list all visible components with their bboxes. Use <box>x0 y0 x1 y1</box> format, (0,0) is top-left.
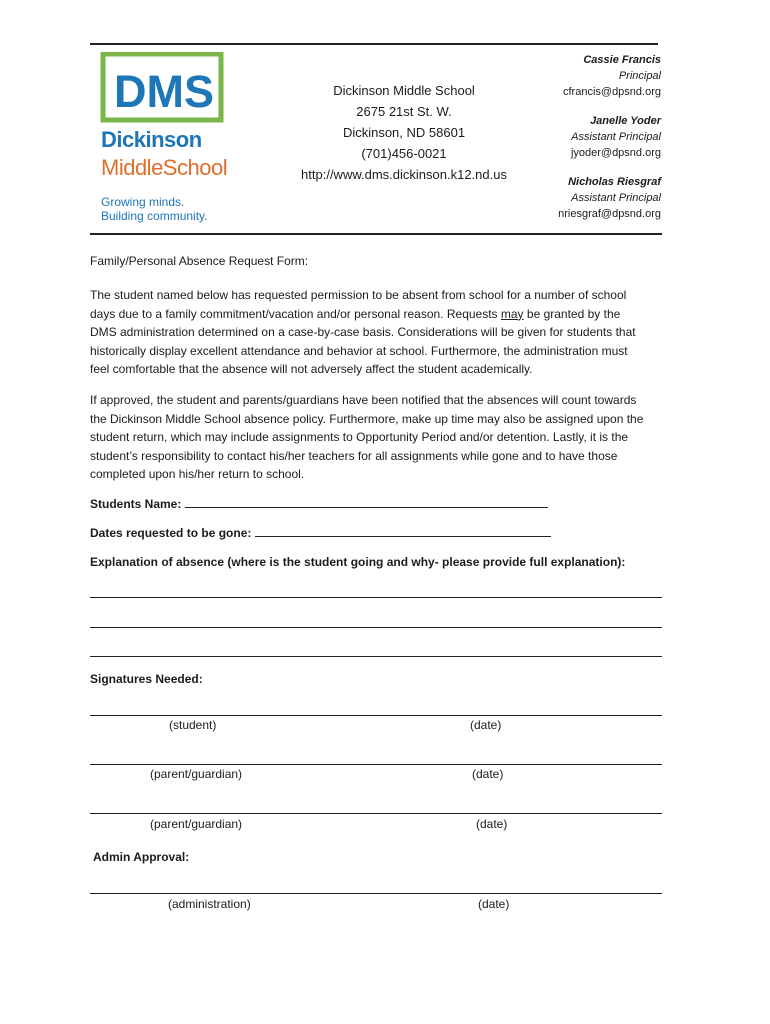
dates-row <box>90 523 551 543</box>
student-name-label: Students Name: <box>90 497 185 511</box>
signatures-label: Signatures Needed: <box>90 672 203 686</box>
date-caption: (date) <box>470 718 502 732</box>
header-bottom-rule <box>90 233 662 235</box>
paragraph-intro <box>90 286 690 379</box>
staff-name: Nicholas Riesgraf <box>568 176 661 188</box>
paragraph-line: DMS administration determined on a case-by-case basis. Considerations will be given for students that <box>90 325 636 340</box>
paragraph-line: student return, which may include assignments to Opportunity Period and/or detention. Lastly, it is the <box>90 430 629 445</box>
parent-signature-line-2[interactable] <box>90 813 662 814</box>
staff-email-link[interactable]: nriesgraf@dpsnd.org <box>558 208 661 220</box>
date-caption: (date) <box>472 767 504 781</box>
parent-signature-caption: (parent/guardian) <box>150 817 243 831</box>
date-caption: (date) <box>476 817 508 831</box>
logo-acronym: DMS <box>114 66 214 117</box>
paragraph-line: The student named below has requested permission to be absent from school for a number of school <box>90 288 627 302</box>
emphasis-may: may <box>500 306 524 321</box>
paragraph-line: days due to a family commitment/vacation and/or personal reason. Requests may be granted by the <box>90 306 621 321</box>
school-address-block <box>282 80 526 185</box>
explanation-label: Explanation of absence (where is the student going and why- please provide full explanation): <box>90 555 626 569</box>
header-top-rule <box>90 43 658 45</box>
staff-email-link[interactable]: jyoder@dpsnd.org <box>570 147 661 159</box>
paragraph-line: If approved, the student and parents/guardians have been notified that the absences will count towards <box>90 393 637 407</box>
staff-block <box>520 52 661 222</box>
paragraph-line: completed upon his/her return to school. <box>90 467 305 482</box>
paragraph-line: the Dickinson Middle School absence policy. Furthermore, make up time may also be assigned upon the <box>90 411 644 426</box>
school-phone: (701)456-0021 <box>361 146 447 161</box>
dates-field[interactable] <box>255 523 551 537</box>
student-signature-caption: (student) <box>169 718 217 732</box>
school-name: Dickinson Middle School <box>333 83 475 98</box>
staff-title: Principal <box>618 70 661 82</box>
logo-name-line2: MiddleSchool <box>101 155 228 180</box>
admin-signature-caption: (administration) <box>168 897 251 911</box>
staff-name: Janelle Yoder <box>590 115 661 127</box>
parent-signature-line-1[interactable] <box>90 764 662 765</box>
student-name-row <box>90 494 548 514</box>
explanation-line-2[interactable] <box>90 627 662 628</box>
logo-tagline-2: Building community. <box>101 209 208 223</box>
staff-email-link[interactable]: cfrancis@dpsnd.org <box>563 86 661 98</box>
form-title: Family/Personal Absence Request Form: <box>90 254 309 268</box>
dates-label: Dates requested to be gone: <box>90 526 255 540</box>
explanation-line-1[interactable] <box>90 597 662 598</box>
paragraph-line: student’s responsibility to contact his/her teachers for all assignments while gone and to have those <box>90 448 618 463</box>
paragraph-policy <box>90 391 690 484</box>
school-city: Dickinson, ND 58601 <box>342 125 466 140</box>
logo-tagline-1: Growing minds. <box>101 195 185 209</box>
student-signature-line[interactable] <box>90 715 662 716</box>
dms-logo-mark <box>100 52 230 124</box>
staff-name: Cassie Francis <box>583 54 661 66</box>
paragraph-line: historically display excellent attendance and behavior at school. Furthermore, the administration must <box>90 343 628 358</box>
admin-signature-line[interactable] <box>90 893 662 894</box>
logo-name-line1: Dickinson <box>101 127 202 152</box>
school-street: 2675 21st St. W. <box>356 104 452 119</box>
staff-title: Assistant Principal <box>571 131 661 143</box>
staff-title: Assistant Principal <box>571 192 661 204</box>
admin-approval-label: Admin Approval: <box>93 850 190 864</box>
date-caption: (date) <box>478 897 510 911</box>
paragraph-line: feel comfortable that the absence will not adversely affect the student academically. <box>90 362 533 377</box>
school-website-link[interactable]: http://www.dms.dickinson.k12.nd.us <box>301 167 507 182</box>
student-name-field[interactable] <box>185 494 548 508</box>
parent-signature-caption: (parent/guardian) <box>150 767 243 781</box>
explanation-line-3[interactable] <box>90 656 662 657</box>
